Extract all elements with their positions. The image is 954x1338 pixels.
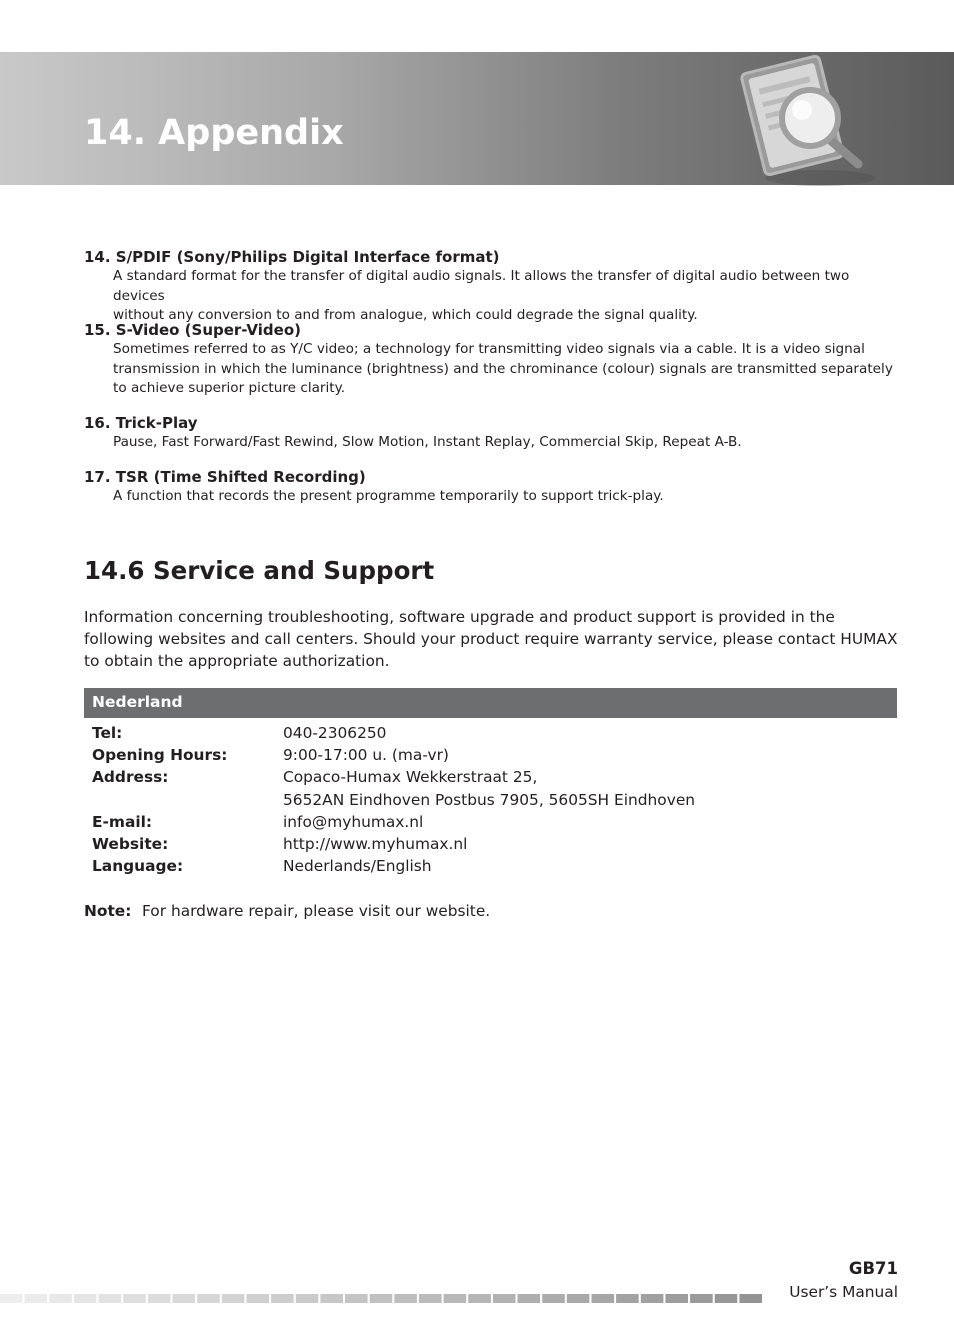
strip-segment <box>616 1294 639 1303</box>
description-line: transmission in which the luminance (brightness) and the chrominance (colour) signals are transmitted separately <box>113 360 893 377</box>
glossary-description <box>113 487 904 507</box>
glossary-item <box>84 320 904 399</box>
strip-segment <box>49 1294 72 1303</box>
intro-line: Information concerning troubleshooting, software upgrade and product support is provided in the <box>84 608 835 626</box>
contact-label: Opening Hours: <box>92 746 228 765</box>
strip-segment <box>444 1294 467 1303</box>
strip-segment <box>394 1294 417 1303</box>
document-magnifier-icon <box>728 44 888 190</box>
strip-segment <box>542 1294 565 1303</box>
country-name: Nederland <box>92 693 183 711</box>
glossary-heading: 15. S-Video (Super-Video) <box>84 321 301 339</box>
contact-details <box>92 722 892 877</box>
description-line: without any conversion to and from analogue, which could degrade the signal quality. <box>113 307 698 323</box>
contact-row <box>92 855 892 877</box>
contact-label: E-mail: <box>92 812 153 831</box>
strip-segment <box>148 1294 171 1303</box>
strip-segment <box>173 1294 196 1303</box>
strip-segment <box>271 1294 294 1303</box>
description-line: A function that records the present programme temporarily to support trick-play. <box>113 488 664 504</box>
intro-line: to obtain the appropriate authorization. <box>84 652 390 670</box>
country-header <box>84 688 897 718</box>
glossary-description <box>113 340 904 399</box>
contact-value: 5652AN Eindhoven Postbus 7905, 5605SH Eindhoven <box>283 790 696 809</box>
glossary-description <box>113 433 904 453</box>
contact-row <box>92 766 892 788</box>
strip-segment <box>197 1294 220 1303</box>
strip-segment <box>690 1294 713 1303</box>
contact-label: Address: <box>92 768 169 787</box>
glossary-heading: 16. Trick-Play <box>84 414 198 432</box>
strip-segment <box>345 1294 368 1303</box>
contact-row <box>92 744 892 766</box>
description-line: to achieve superior picture clarity. <box>113 380 346 396</box>
strip-segment <box>641 1294 664 1303</box>
page-title: 14. Appendix <box>84 113 344 153</box>
strip-segment <box>518 1294 541 1303</box>
contact-row <box>92 833 892 855</box>
glossary-heading: 17. TSR (Time Shifted Recording) <box>84 468 366 486</box>
note <box>84 900 490 922</box>
contact-value: Nederlands/English <box>283 857 432 876</box>
website-link[interactable]: http://www.myhumax.nl <box>283 834 468 853</box>
strip-segment <box>99 1294 122 1303</box>
strip-segment <box>468 1294 491 1303</box>
email-link[interactable]: info@myhumax.nl <box>283 812 424 831</box>
contact-value: 9:00-17:00 u. (ma-vr) <box>283 746 449 765</box>
glossary-item <box>84 413 904 453</box>
strip-segment <box>592 1294 615 1303</box>
note-text: For hardware repair, please visit our website. <box>142 902 491 920</box>
strip-segment <box>370 1294 393 1303</box>
glossary-description <box>113 267 904 326</box>
contact-label: Tel: <box>92 724 123 742</box>
manual-label: User’s Manual <box>789 1283 898 1301</box>
section-title: 14.6 Service and Support <box>84 556 435 585</box>
description-line: Pause, Fast Forward/Fast Rewind, Slow Motion, Instant Replay, Commercial Skip, Repeat A-B. <box>113 434 742 450</box>
footer-decorative-strip <box>0 1294 764 1303</box>
contact-label: Website: <box>92 834 169 853</box>
contact-value: Copaco-Humax Wekkerstraat 25, <box>283 768 538 787</box>
strip-segment <box>123 1294 146 1303</box>
strip-segment <box>222 1294 245 1303</box>
glossary-heading: 14. S/PDIF (Sony/Philips Digital Interface format) <box>84 248 500 266</box>
strip-segment <box>25 1294 48 1303</box>
contact-row <box>92 722 892 744</box>
strip-segment <box>0 1294 23 1303</box>
contact-row <box>92 789 892 811</box>
strip-segment <box>493 1294 516 1303</box>
note-label: Note: <box>84 902 132 920</box>
glossary-item <box>84 467 904 507</box>
contact-row <box>92 811 892 833</box>
strip-segment <box>296 1294 319 1303</box>
description-line: Sometimes referred to as Y/C video; a technology for transmitting video signals via a cable. It is a video signal <box>113 341 865 357</box>
intro-paragraph <box>84 606 904 672</box>
strip-segment <box>74 1294 97 1303</box>
strip-segment <box>739 1294 762 1303</box>
strip-segment <box>320 1294 343 1303</box>
strip-segment <box>715 1294 738 1303</box>
page-code: GB71 <box>848 1259 898 1278</box>
intro-line: following websites and call centers. Should your product require warranty service, please contact HUMAX <box>84 630 898 648</box>
contact-label: Language: <box>92 857 184 876</box>
strip-segment <box>419 1294 442 1303</box>
strip-segment <box>665 1294 688 1303</box>
glossary-item <box>84 247 904 326</box>
strip-segment <box>247 1294 270 1303</box>
strip-segment <box>567 1294 590 1303</box>
description-line: A standard format for the transfer of digital audio signals. It allows the transfer of digital audio between two devices <box>113 268 850 304</box>
contact-value: 040-2306250 <box>283 724 387 742</box>
